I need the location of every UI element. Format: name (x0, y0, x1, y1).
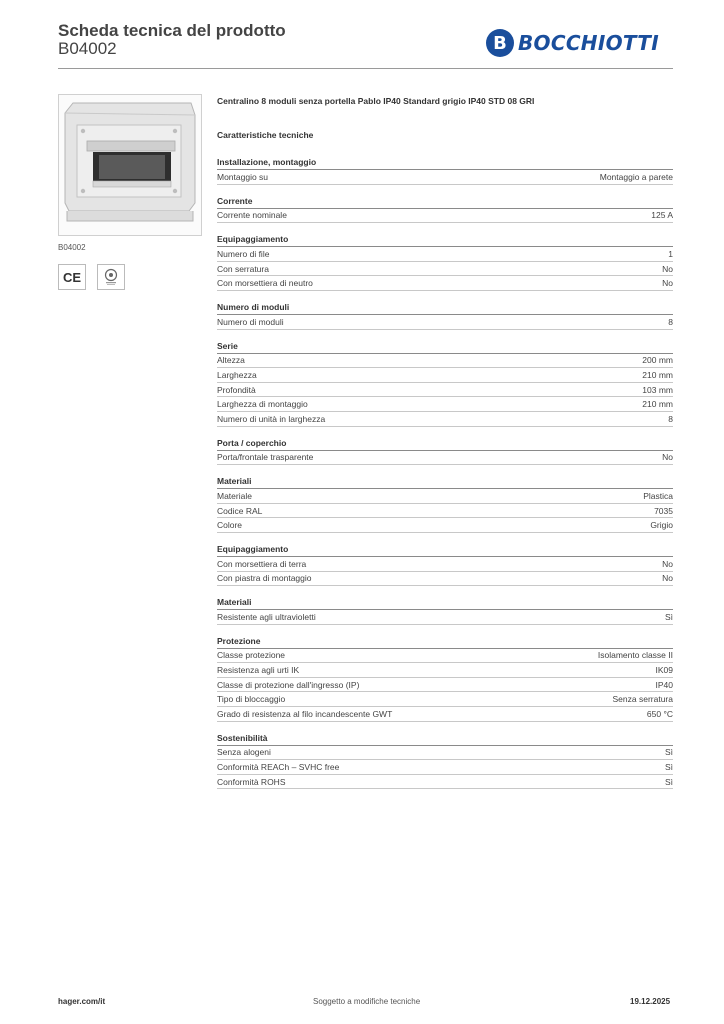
spec-row (217, 610, 673, 625)
spec-row (217, 451, 673, 466)
spec-label: Codice RAL (217, 505, 263, 516)
spec-value: Senza serratura (612, 694, 673, 705)
spec-label: Corrente nominale (217, 210, 287, 221)
spec-row (217, 247, 673, 262)
spec-value: 200 mm (642, 355, 673, 366)
spec-value: Montaggio a parete (599, 171, 673, 182)
brand-logo-icon: B (486, 29, 514, 57)
spec-value: No (662, 263, 673, 274)
spec-label: Larghezza di montaggio (217, 399, 308, 410)
spec-label: Numero di unità in larghezza (217, 413, 326, 424)
section-title: Serie (217, 339, 673, 354)
spec-value: No (662, 573, 673, 584)
spec-label: Colore (217, 520, 243, 531)
spec-row (217, 572, 673, 587)
spec-row (217, 368, 673, 383)
spec-label: Numero di file (217, 248, 270, 259)
footer-website: hager.com/it (58, 997, 106, 1006)
spec-value: 650 °C (646, 708, 673, 719)
section-title: Equipaggiamento (217, 232, 673, 247)
spec-label: Altezza (217, 355, 245, 366)
spec-label: Senza alogeni (217, 747, 271, 758)
spec-value: 1 (668, 248, 673, 259)
spec-row (217, 678, 673, 693)
spec-row (217, 170, 673, 185)
spec-label: Conformità REACh – SVHC free (217, 762, 340, 773)
spec-row (217, 412, 673, 427)
page-title: Scheda tecnica del prodotto (58, 21, 286, 40)
section-title: Protezione (217, 634, 673, 649)
product-description: Centralino 8 moduli senza portella Pablo IP40 Standard grigio IP40 STD 08 GRI (217, 96, 535, 106)
spec-value: 8 (668, 413, 673, 424)
spec-value: 103 mm (642, 384, 673, 395)
brand-name: BOCCHIOTTI (518, 31, 659, 55)
spec-value: Sì (664, 611, 673, 622)
spec-value: IP40 (655, 679, 673, 690)
spec-label: Tipo di bloccaggio (217, 694, 286, 705)
spec-row (217, 315, 673, 330)
spec-value: Sì (664, 776, 673, 787)
spec-value: Grigio (650, 520, 673, 531)
spec-row (217, 518, 673, 533)
ce-mark-icon: CE (58, 264, 86, 290)
spec-value: Plastica (643, 490, 673, 501)
spec-row (217, 692, 673, 707)
spec-label: Grado di resistenza al filo incandescente GWT (217, 708, 393, 719)
spec-label: Con morsettiera di terra (217, 558, 307, 569)
spec-value: IK09 (655, 665, 673, 676)
section-title: Sostenibilità (217, 731, 673, 746)
spec-label: Con morsettiera di neutro (217, 278, 313, 289)
spec-row (217, 489, 673, 504)
section-title: Equipaggiamento (217, 542, 673, 557)
spec-value: 7035 (654, 505, 673, 516)
spec-label: Materiale (217, 490, 252, 501)
product-image (58, 94, 202, 236)
spec-row (217, 383, 673, 398)
spec-value: Sì (664, 762, 673, 773)
spec-row (217, 649, 673, 664)
spec-value: No (662, 278, 673, 289)
technical-features-heading: Caratteristiche tecniche (217, 130, 314, 140)
spec-label: Resistente agli ultravioletti (217, 611, 316, 622)
spec-value: 210 mm (642, 369, 673, 380)
spec-label: Con serratura (217, 263, 269, 274)
footer-note: Soggetto a modifiche tecniche (313, 997, 421, 1006)
spec-label: Numero di moduli (217, 316, 284, 327)
spec-label: Profondità (217, 384, 256, 395)
spec-label: Conformità ROHS (217, 776, 286, 787)
brand-logo (486, 29, 659, 57)
spec-row (217, 557, 673, 572)
product-image-caption: B04002 (58, 243, 86, 252)
spec-value: No (662, 558, 673, 569)
spec-row (217, 775, 673, 790)
spec-label: Resistenza agli urti IK (217, 665, 300, 676)
product-code-heading: B04002 (58, 39, 117, 58)
section-title: Numero di moduli (217, 300, 673, 315)
spec-label: Larghezza (217, 369, 257, 380)
spec-row (217, 760, 673, 775)
section-title: Porta / coperchio (217, 436, 673, 451)
section-title: Materiali (217, 474, 673, 489)
spec-value: No (662, 452, 673, 463)
spec-label: Classe protezione (217, 650, 286, 661)
section-title: Installazione, montaggio (217, 155, 673, 170)
spec-row (217, 746, 673, 761)
spec-row (217, 209, 673, 224)
footer-date: 19.12.2025 (630, 997, 671, 1006)
header-divider (58, 68, 673, 69)
section-title: Materiali (217, 595, 673, 610)
spec-row (217, 663, 673, 678)
spec-row (217, 354, 673, 369)
spec-label: Porta/frontale trasparente (217, 452, 314, 463)
spec-label: Classe di protezione dall'ingresso (IP) (217, 679, 360, 690)
specifications-table (217, 146, 673, 789)
spec-row (217, 707, 673, 722)
spec-value: 8 (668, 316, 673, 327)
spec-label: Montaggio su (217, 171, 269, 182)
imq-certification-icon (97, 264, 125, 290)
spec-value: 210 mm (642, 399, 673, 410)
spec-row (217, 397, 673, 412)
section-title: Corrente (217, 194, 673, 209)
spec-row (217, 276, 673, 291)
spec-value: Isolamento classe II (597, 650, 673, 661)
spec-value: 125 A (651, 210, 673, 221)
spec-row (217, 262, 673, 277)
spec-label: Con piastra di montaggio (217, 573, 312, 584)
spec-row (217, 504, 673, 519)
spec-value: Sì (664, 747, 673, 758)
